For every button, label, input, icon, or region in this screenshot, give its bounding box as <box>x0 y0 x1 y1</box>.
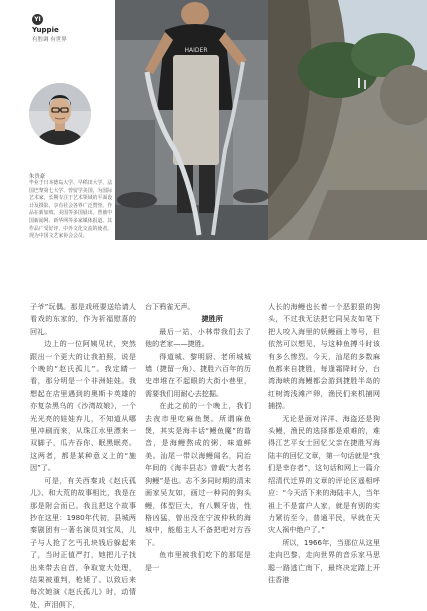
author-portrait <box>29 83 91 145</box>
article-column-1 <box>30 301 136 611</box>
photo-fish-market <box>115 0 268 240</box>
paragraph: 在此之前的一个晚上，我们去夜市里吃麻鱼煲。所谓麻鱼煲，其实是海丰话“鳗鱼魔”的谐音，是海鳗熬成的粥，味道鲜美。汕尾一带以海鳗闻名，同治年间的《海丰县志》曾载“大者名狗鳗”是也。志不多同时期的清末画家吴友如，画过一种同的狗头鳗，体型巨大，有八颗牙齿，性格凶猛，曾出没在宁波仲秋的海城中，能船主人不备把吧对方吞下。 <box>145 401 251 547</box>
column-badge: YI <box>32 14 43 25</box>
article-column-3 <box>268 301 380 586</box>
section-heading <box>145 313 251 325</box>
column-subtitle: 有腔调 有世界 <box>32 37 67 43</box>
paragraph: 子爷”玩偶。那是戏班要送给请人看戏的东家的，作为祈福慰喜的回礼。 <box>30 302 136 336</box>
paragraph: 可是，有关西秦戏《赵氏孤儿》、和大荒的故事相比，我是在那是附会而已。我且把这个故事抄在这里：1980年代初，县城两秦剧团有一著名演员刘宝凤，儿子与人抢了乞丐孔块钱后躲起来了，当时正值严打，她把儿子找出来带去自首，争取宽大处理，结果被重判，枪毙了。以致后来每次她演《赵氏孤儿》时，动情处，声泪俱下， <box>30 475 136 609</box>
article-column-2 <box>145 301 251 574</box>
paragraph: 台下鸦雀无声。 <box>145 302 195 311</box>
apron-text: HAIDER <box>184 47 208 54</box>
paragraph: 得道城、黎明厨、老所城城墙（捷留一角）、捷胜六百年的历史串堆在不起眼的大街小巷里，需要我们用耐心去挖掘。 <box>145 351 251 398</box>
column-title: Yuppie <box>32 26 59 34</box>
paragraph: 最后一站，小林带我们去了他的老家——捷胜。 <box>145 326 251 349</box>
paragraph: 鱼市里被我们吃下的那尾是是一 <box>145 550 251 572</box>
section-heading-text: 捷胜所 <box>201 314 223 324</box>
photo-coastal-rocks <box>268 0 427 240</box>
paragraph: 所以，1966年，当那位从这里走向巴黎，走向世界的音乐家马思聪一路逃亡南下，最终决定踏上开往香港 <box>268 537 380 584</box>
paragraph: 边上的一位阿姨见状，突然跟出一个更大的让我拍照，说是个晚的“赵氏孤儿”。我定睛一看，那分明是一个非洲娃娃。我想起在店里遇到的奥斯卡英雄的亦复杂黑乌的《沙湾故娘》，一个光光亮的娃娃弃儿，不知道从哪里冲刷而来，从珠江水里漂来一双脚子，瓜卉吞你、眠黑眠亮。这两者，都是某种意义上的“施因”了。 <box>30 339 136 473</box>
author-bio: 毕业于日本德岛大学、早稻田大学，法国巴黎第七大学、曾留学美国，为国际艺术家，长期专注于艺术领域的平面设计及摄影，享有社会各界广泛赞誉。作品在新加坡、美国等多国展出。曾被中国新闻网、新华网等多家媒体报道。其作品广受好评，中外文化交流的使者。现为中国文艺家协会会员。 <box>29 180 113 240</box>
paragraph: 无论是面对洋洋、海盗还是狗头鳗，渔民的选择都是艰难的，难得江艺平女士回忆父亲在捷胜写海陆丰的回忆文章，第一句话就是“我们是幸存者”，这句话和网上一篇介绍清代迁界的文章的评论区遥相呼应：“今天活下来的海陆丰人，当年祖上不是富户人家，就是有别的实力紧彷至今，普通平民，早就在天灾人祸中绝户了。” <box>268 413 380 535</box>
paragraph: 人长的海鳗也长着一个恶狠狠的狗头，不过我无法把它同吴友如笔下把人咬入海里的妖鳗画上等号，但依然可以想见，与这种鱼搏斗时该有多么惨烈。今天，汕尾的多数麻鱼都来自捷胜，每逢霜降时分，台湾海峡的海鳗都会游到捷胜半岛的红树湾浅滩产卵，渔民们来机捕网捕捞。 <box>268 302 380 411</box>
author-name: 朱贵豪 <box>29 174 46 180</box>
